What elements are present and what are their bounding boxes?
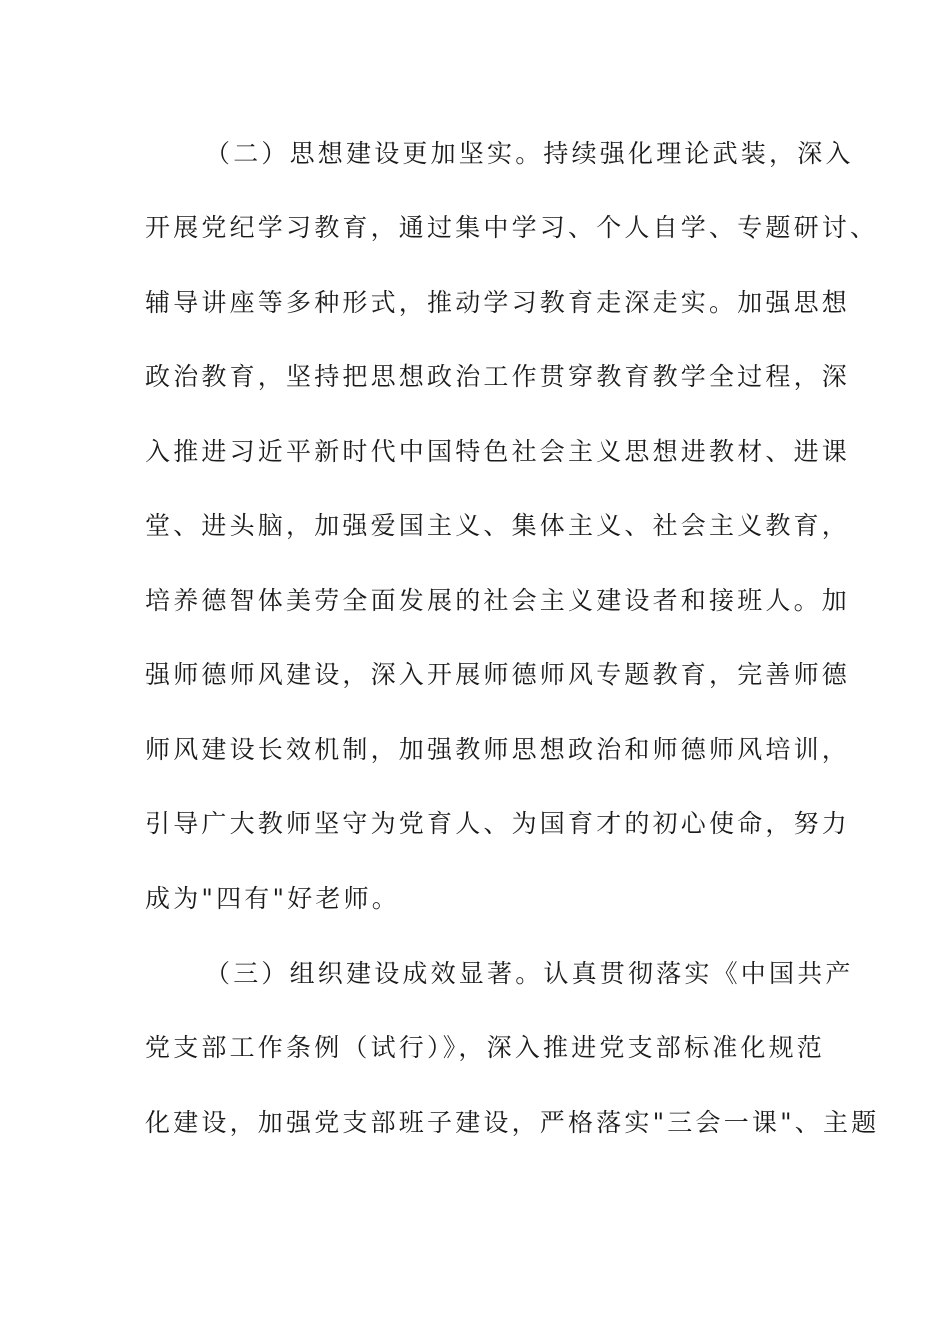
paragraph-2-line-10: 引导广大教师坚守为党育人、为国育才的初心使命，努力: [145, 809, 851, 838]
paragraph-2-line-9: 师风建设长效机制，加强教师思想政治和师德师风培训，: [145, 735, 851, 764]
paragraph-2-line-7: 培养德智体美劳全面发展的社会主义建设者和接班人。加: [145, 586, 851, 615]
paragraph-3-line-1: （三）组织建设成效显著。认真贯彻落实《中国共产: [205, 959, 854, 988]
paragraph-3-line-3: 化建设，加强党支部班子建设，严格落实"三会一课"、主题: [145, 1108, 880, 1137]
paragraph-3-line-2: 党支部工作条例（试行）》，深入推进党支部标准化规范: [145, 1033, 826, 1062]
paragraph-2-line-4: 政治教育，坚持把思想政治工作贯穿教育教学全过程，深: [145, 362, 851, 391]
paragraph-2-line-1: （二）思想建设更加坚实。持续强化理论武装，深入: [205, 139, 854, 168]
paragraph-2-line-8: 强师德师风建设，深入开展师德师风专题教育，完善师德: [145, 660, 851, 689]
paragraph-2-line-5: 入推进习近平新时代中国特色社会主义思想进教材、进课: [145, 437, 851, 466]
paragraph-2-line-3: 辅导讲座等多种形式，推动学习教育走深走实。加强思想: [145, 288, 851, 317]
paragraph-2-line-6: 堂、进头脑，加强爱国主义、集体主义、社会主义教育，: [145, 511, 851, 540]
paragraph-2-line-2: 开展党纪学习教育，通过集中学习、个人自学、专题研讨、: [145, 213, 879, 242]
paragraph-2-line-11: 成为"四有"好老师。: [145, 884, 400, 913]
